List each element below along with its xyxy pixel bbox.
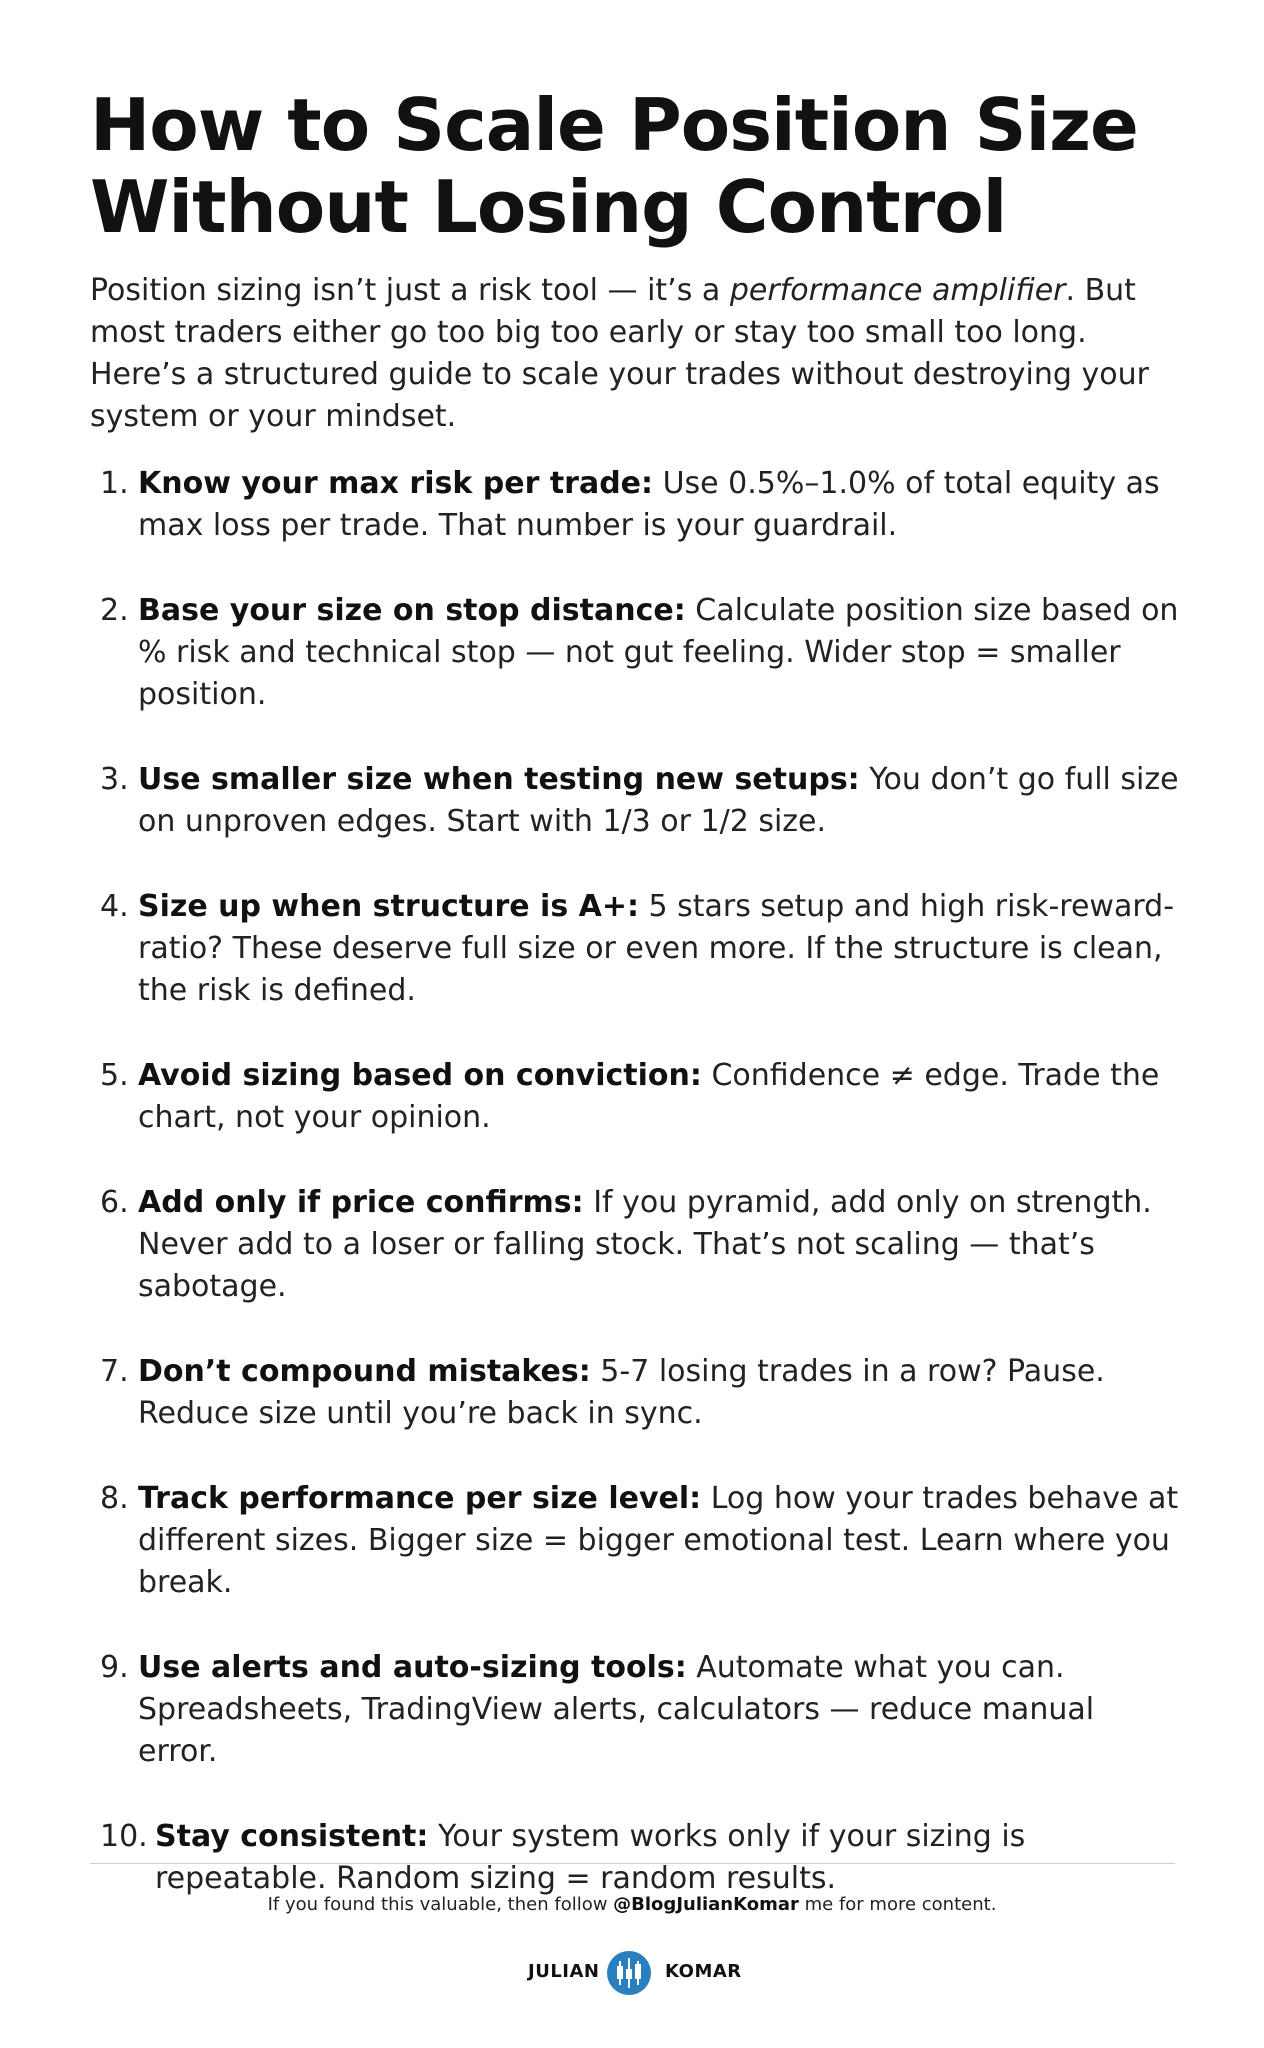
footer-divider <box>90 1863 1175 1864</box>
item-body: Confidence ≠ edge. Trade the chart, not your opinion. <box>138 1058 1160 1135</box>
item-number: 6. <box>100 1185 129 1220</box>
item-title: Use smaller size when testing new setups: <box>138 762 860 797</box>
page-title-line-2: Without Losing Control <box>90 165 1007 249</box>
item-body: You don’t go full size on unproven edges. Start with 1/3 or 1/2 size. <box>138 762 1179 839</box>
item-body: Log how your trades behave at different sizes. Bigger size = bigger emotional test. Learn where you break. <box>138 1481 1179 1600</box>
list-item <box>90 590 1180 716</box>
list-item <box>90 1647 1180 1773</box>
list-item <box>90 1351 1180 1435</box>
tips-list <box>90 463 1180 1900</box>
item-number: 1. <box>100 466 129 501</box>
item-number: 3. <box>100 762 129 797</box>
list-item <box>90 463 1180 547</box>
footer-handle: @BlogJulianKomar <box>613 1894 799 1915</box>
footer-note <box>0 1894 1264 1915</box>
item-title: Use alerts and auto-sizing tools: <box>138 1650 687 1685</box>
item-number: 7. <box>100 1354 129 1389</box>
item-body: 5-7 losing trades in a row? Pause. Reduce size until you’re back in sync. <box>138 1354 1105 1431</box>
footer-text-a: If you found this valuable, then follow <box>267 1894 614 1915</box>
list-item <box>90 886 1180 1012</box>
item-body: Automate what you can. Spreadsheets, TradingView alerts, calculators — reduce manual error. <box>138 1650 1095 1769</box>
list-item <box>90 1478 1180 1604</box>
intro-emphasis: performance amplifier <box>729 273 1066 308</box>
item-title: Avoid sizing based on conviction: <box>138 1058 702 1093</box>
list-item <box>90 1182 1180 1308</box>
list-item <box>90 1816 1180 1900</box>
intro-text-a: Position sizing isn’t just a risk tool — it’s a <box>90 273 730 308</box>
item-number: 4. <box>100 889 129 924</box>
list-item <box>90 759 1180 843</box>
item-number: 5. <box>100 1058 129 1093</box>
item-body: If you pyramid, add only on strength. Never add to a loser or falling stock. That’s not scaling — that’s sabotage. <box>138 1185 1152 1304</box>
item-body: Your system works only if your sizing is repeatable. Random sizing = random results. <box>155 1819 1026 1896</box>
item-title: Size up when structure is A+: <box>138 889 639 924</box>
item-body: Calculate position size based on % risk and technical stop — not gut feeling. Wider stop = smaller position. <box>138 593 1179 712</box>
brand-name-last: KOMAR <box>665 1961 742 1982</box>
item-title: Don’t compound mistakes: <box>138 1354 591 1389</box>
brand-logo <box>0 1950 1264 1990</box>
intro-paragraph <box>90 270 1180 438</box>
intro-text-b: . But most traders either go too big too early or stay too small too long. Here’s a structured guide to scale your trades without destroying your system or your mindset. <box>90 273 1149 434</box>
page-title <box>90 84 1180 248</box>
item-number: 10. <box>100 1819 148 1854</box>
item-body: Use 0.5%–1.0% of total equity as max loss per trade. That number is your guardrail. <box>138 466 1160 543</box>
item-body: 5 stars setup and high risk-reward-ratio? These deserve full size or even more. If the structure is clean, the risk is defined. <box>138 889 1175 1008</box>
item-title: Track performance per size level: <box>138 1481 702 1516</box>
page-title-line-1: How to Scale Position Size <box>90 83 1138 167</box>
item-title: Stay consistent: <box>155 1819 429 1854</box>
item-title: Add only if price confirms: <box>138 1185 584 1220</box>
item-number: 2. <box>100 593 129 628</box>
item-number: 8. <box>100 1481 129 1516</box>
list-item <box>90 1055 1180 1139</box>
candlestick-chart-logo-icon <box>606 1950 652 1996</box>
brand-name-first: JULIAN <box>528 1961 600 1982</box>
footer-text-b: me for more content. <box>798 1894 997 1915</box>
item-title: Base your size on stop distance: <box>138 593 686 628</box>
item-title: Know your max risk per trade: <box>138 466 654 501</box>
item-number: 9. <box>100 1650 129 1685</box>
